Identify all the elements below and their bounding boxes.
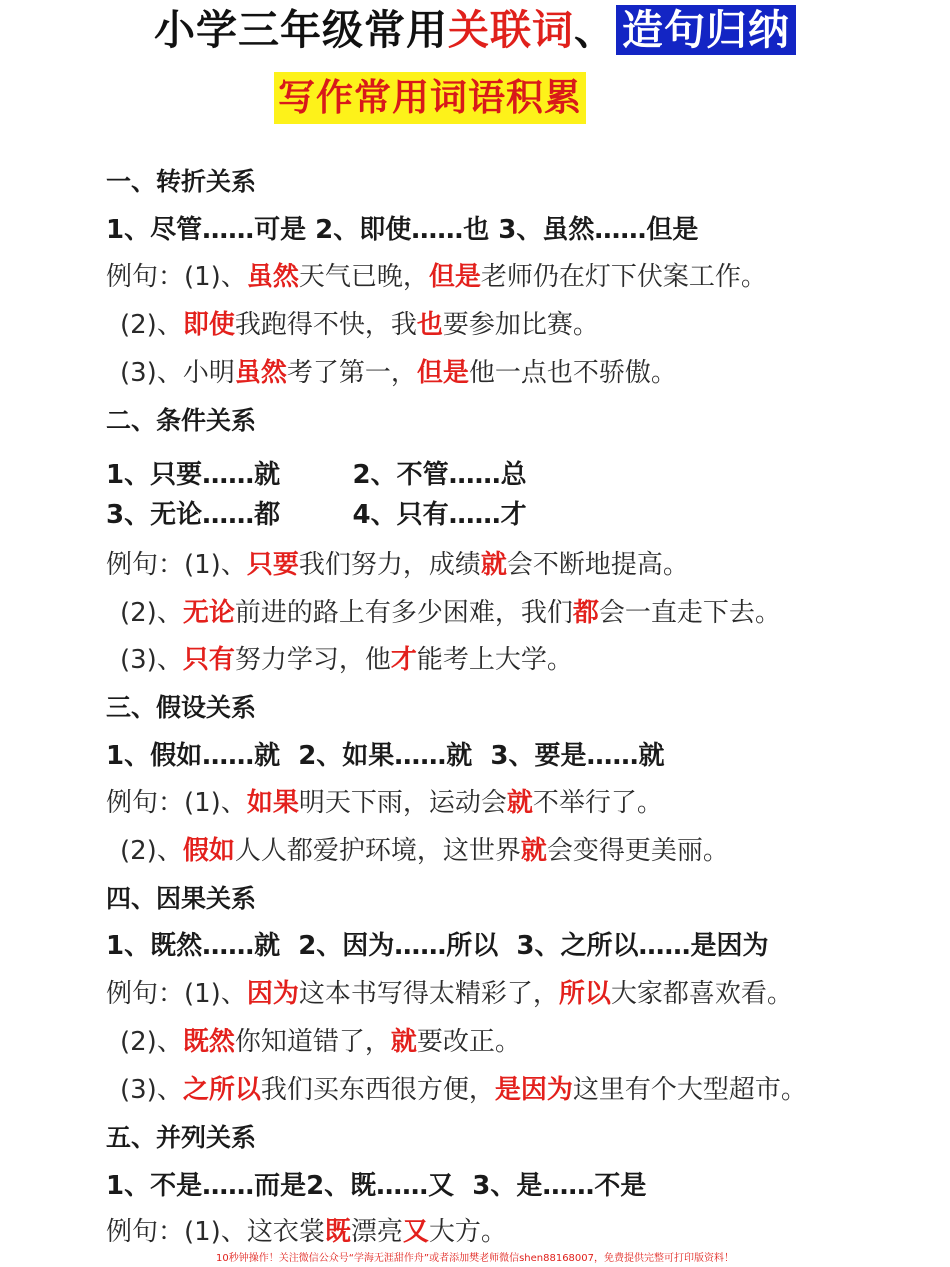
pattern-line: 1、只要……就 2、不管……总: [106, 460, 527, 490]
example-sentence: (3)、小明虽然考了第一，但是他一点也不骄傲。: [120, 358, 677, 388]
keyword: 但是: [416, 358, 469, 388]
title-part-2: 关联词: [448, 6, 574, 54]
keyword: 之所以: [182, 1075, 261, 1105]
subtitle-wrap: [0, 72, 860, 124]
example-sentence: (2)、无论前进的路上有多少困难，我们都会一直走下去。: [120, 598, 781, 628]
example-sentence: 例句：(1)、这衣裳既漂亮又大方。: [106, 1217, 507, 1247]
example-sentence: 例句：(1)、因为这本书写得太精彩了，所以大家都喜欢看。: [106, 979, 793, 1009]
keyword: 如果: [246, 788, 299, 818]
keyword: 因为: [246, 979, 299, 1009]
keyword: 虽然: [246, 262, 299, 292]
page-title: [0, 2, 950, 58]
section-heading: 三、假设关系: [106, 693, 257, 722]
example-sentence: 例句：(1)、如果明天下雨，运动会就不举行了。: [106, 788, 663, 818]
example-sentence: 例句：(1)、虽然天气已晚，但是老师仍在灯下伏案工作。: [106, 262, 767, 292]
example-sentence: (2)、假如人人都爱护环境，这世界就会变得更美丽。: [120, 836, 729, 866]
title-part-4-boxed: 造句归纳: [616, 5, 796, 55]
keyword: 才: [390, 645, 417, 675]
subtitle: 写作常用词语积累: [274, 72, 586, 124]
keyword: 也: [416, 310, 443, 340]
section-heading: 四、因果关系: [106, 884, 257, 913]
title-part-1: 小学三年级常用: [154, 6, 448, 54]
keyword: 是因为: [494, 1075, 573, 1105]
example-sentence: (2)、即使我跑得不快，我也要参加比赛。: [120, 310, 599, 340]
keyword: 既然: [182, 1027, 235, 1057]
keyword: 既: [324, 1217, 351, 1247]
pattern-line: 1、尽管……可是 2、即使……也 3、虽然……但是: [106, 215, 699, 245]
keyword: 就: [506, 788, 533, 818]
title-part-3: 、: [574, 6, 616, 54]
keyword: 即使: [182, 310, 235, 340]
keyword: 无论: [182, 598, 235, 628]
pattern-line: 1、假如……就 2、如果……就 3、要是……就: [106, 741, 665, 771]
section-heading: 二、条件关系: [106, 406, 257, 435]
keyword: 就: [390, 1027, 417, 1057]
example-sentence: 例句：(1)、只要我们努力，成绩就会不断地提高。: [106, 550, 689, 580]
keyword: 但是: [428, 262, 481, 292]
section-heading: 一、转折关系: [106, 167, 257, 196]
example-sentence: (3)、只有努力学习，他才能考上大学。: [120, 645, 573, 675]
keyword: 假如: [182, 836, 235, 866]
pattern-line: 1、既然……就 2、因为……所以 3、之所以……是因为: [106, 931, 769, 961]
keyword: 就: [520, 836, 547, 866]
keyword: 只有: [182, 645, 235, 675]
footer-note: 10秒钟操作！关注微信公众号“学海无涯甜作舟”或者添加樊老师微信shen88168007，免费提供完整可打印版资料！: [215, 1253, 735, 1264]
pattern-line: 3、无论……都 4、只有……才: [106, 500, 527, 530]
keyword: 就: [480, 550, 507, 580]
keyword: 又: [402, 1217, 429, 1247]
section-heading: 五、并列关系: [106, 1123, 257, 1152]
keyword: 所以: [558, 979, 611, 1009]
example-sentence: (3)、之所以我们买东西很方便，是因为这里有个大型超市。: [120, 1075, 807, 1105]
keyword: 都: [572, 598, 599, 628]
example-sentence: (2)、既然你知道错了，就要改正。: [120, 1027, 521, 1057]
keyword: 虽然: [234, 358, 287, 388]
keyword: 只要: [246, 550, 299, 580]
pattern-line: 1、不是……而是2、既……又 3、是……不是: [106, 1171, 647, 1201]
